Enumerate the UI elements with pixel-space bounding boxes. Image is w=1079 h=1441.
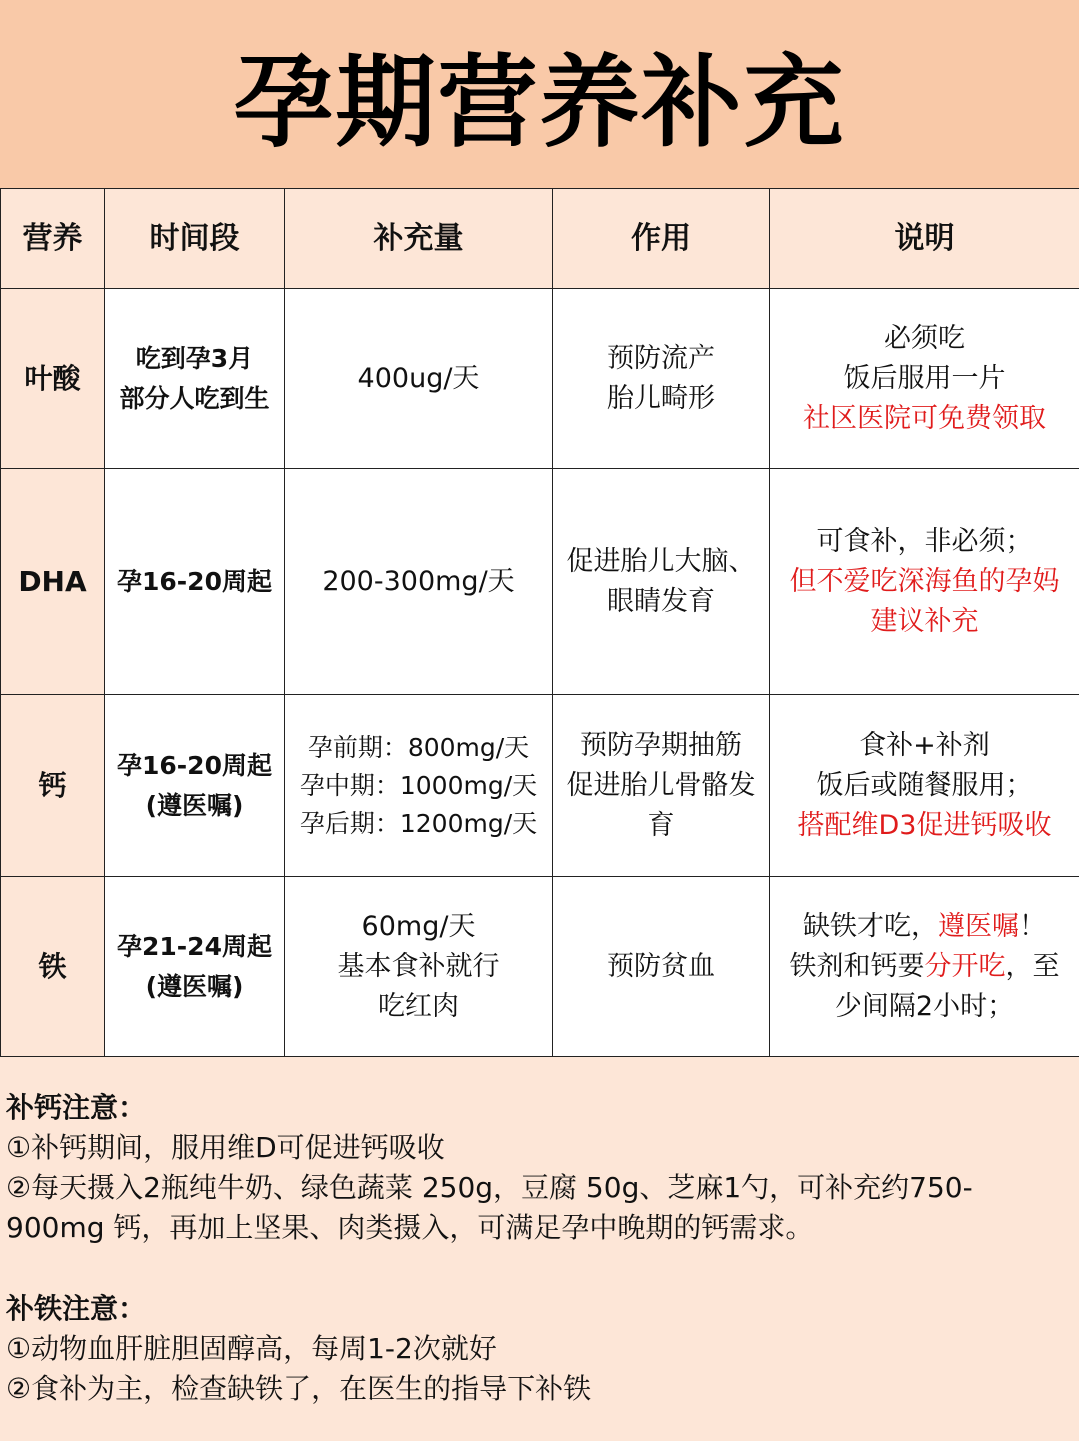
note-line bbox=[774, 562, 1075, 602]
note-text: 饭后或随餐服用； bbox=[816, 769, 1033, 801]
amount-line: 200-300mg/天 bbox=[322, 565, 515, 597]
period-line: 吃到孕3月 bbox=[135, 343, 254, 373]
effect-cell bbox=[553, 469, 770, 695]
nutrient-cell: 铁 bbox=[1, 877, 105, 1057]
amount-line: 400ug/天 bbox=[357, 362, 480, 394]
effect-line: 育 bbox=[647, 809, 675, 841]
note-line bbox=[774, 806, 1075, 846]
note-text: 缺铁才吃， bbox=[803, 910, 938, 942]
nutrient-cell: 钙 bbox=[1, 695, 105, 877]
note-cell bbox=[770, 289, 1079, 469]
note-highlight: 搭配维D3促进钙吸收 bbox=[797, 809, 1052, 841]
period-cell bbox=[105, 469, 285, 695]
effect-cell bbox=[553, 877, 770, 1057]
note-line bbox=[774, 726, 1075, 766]
table-row bbox=[1, 469, 1079, 695]
nutrition-table bbox=[0, 188, 1079, 1057]
table-header-row bbox=[1, 189, 1079, 289]
header-period: 时间段 bbox=[105, 189, 285, 289]
note-line bbox=[774, 399, 1075, 439]
header-nutrient: 营养 bbox=[1, 189, 105, 289]
effect-cell bbox=[553, 289, 770, 469]
amount-line: 吃红肉 bbox=[378, 990, 459, 1022]
note-cell bbox=[770, 877, 1079, 1057]
amount-cell bbox=[285, 877, 553, 1057]
notes-spacer bbox=[6, 1248, 1066, 1289]
note-highlight: 但不爱吃深海鱼的孕妈 bbox=[789, 565, 1060, 597]
period-cell bbox=[105, 695, 285, 877]
nutrient-cell: DHA bbox=[1, 469, 105, 695]
page-title: 孕期营养补充 bbox=[233, 44, 846, 161]
iron-note-item: ②食补为主，检查缺铁了，在医生的指导下补铁 bbox=[6, 1372, 592, 1405]
period-line: 部分人吃到生 bbox=[119, 383, 270, 413]
note-cell bbox=[770, 695, 1079, 877]
note-highlight: 社区医院可免费领取 bbox=[803, 402, 1046, 434]
header-amount: 补充量 bbox=[285, 189, 553, 289]
table-row bbox=[1, 695, 1079, 877]
note-line bbox=[774, 522, 1075, 562]
note-highlight: 分开吃 bbox=[924, 950, 1006, 982]
amount-cell bbox=[285, 289, 553, 469]
note-line bbox=[774, 907, 1075, 947]
effect-line: 预防流产 bbox=[607, 342, 715, 374]
note-text: ，至 bbox=[1005, 950, 1060, 982]
effect-line: 眼睛发育 bbox=[607, 585, 715, 617]
effect-line: 预防孕期抽筋 bbox=[580, 729, 742, 761]
note-line bbox=[774, 602, 1075, 642]
effect-line: 胎儿畸形 bbox=[607, 382, 715, 414]
notes-section bbox=[6, 1088, 1066, 1409]
note-cell bbox=[770, 469, 1079, 695]
amount-cell bbox=[285, 469, 553, 695]
note-line bbox=[774, 319, 1075, 359]
table-row bbox=[1, 877, 1079, 1057]
effect-cell bbox=[553, 695, 770, 877]
note-highlight: 建议补充 bbox=[870, 605, 979, 637]
note-line bbox=[774, 359, 1075, 399]
effect-line: 促进胎儿大脑、 bbox=[566, 545, 756, 577]
amount-line: 孕后期：1200mg/天 bbox=[299, 808, 538, 838]
effect-line: 促进胎儿骨骼发 bbox=[566, 769, 756, 801]
note-text: 铁剂和钙要 bbox=[789, 950, 925, 982]
amount-cell bbox=[285, 695, 553, 877]
amount-line: 基本食补就行 bbox=[337, 950, 500, 982]
iron-notes-heading: 补铁注意： bbox=[6, 1292, 147, 1325]
note-line bbox=[774, 947, 1075, 987]
period-line: 孕16-20周起 bbox=[117, 566, 272, 596]
note-text: ！ bbox=[1019, 910, 1046, 942]
table-row bbox=[1, 289, 1079, 469]
period-line: 孕16-20周起 bbox=[117, 750, 272, 780]
note-line bbox=[774, 987, 1075, 1027]
header-effect: 作用 bbox=[553, 189, 770, 289]
amount-line: 孕中期：1000mg/天 bbox=[299, 770, 538, 800]
note-text: 必须吃 bbox=[884, 322, 965, 354]
calcium-note-item: 900mg 钙，再加上坚果、肉类摄入，可满足孕中晚期的钙需求。 bbox=[6, 1211, 814, 1244]
period-cell bbox=[105, 289, 285, 469]
title-banner bbox=[0, 0, 1079, 188]
effect-line: 预防贫血 bbox=[607, 950, 715, 982]
calcium-notes-heading: 补钙注意： bbox=[6, 1091, 147, 1124]
amount-line: 孕前期：800mg/天 bbox=[307, 732, 530, 762]
note-text: 少间隔2小时； bbox=[834, 990, 1015, 1022]
header-note: 说明 bbox=[770, 189, 1079, 289]
note-line bbox=[774, 766, 1075, 806]
amount-line: 60mg/天 bbox=[361, 910, 476, 942]
period-cell bbox=[105, 877, 285, 1057]
note-text: 食补+补剂 bbox=[859, 729, 990, 761]
note-text: 可食补，非必须； bbox=[816, 525, 1033, 557]
period-line: (遵医嘱) bbox=[145, 971, 244, 1001]
note-highlight: 遵医嘱 bbox=[938, 910, 1019, 942]
note-text: 饭后服用一片 bbox=[843, 362, 1006, 394]
nutrient-cell: 叶酸 bbox=[1, 289, 105, 469]
calcium-note-item: ②每天摄入2瓶纯牛奶、绿色蔬菜 250g，豆腐 50g、芝麻1勺，可补充约750- bbox=[6, 1171, 973, 1204]
period-line: 孕21-24周起 bbox=[117, 931, 272, 961]
iron-note-item: ①动物血肝脏胆固醇高，每周1-2次就好 bbox=[6, 1332, 497, 1365]
calcium-note-item: ①补钙期间，服用维D可促进钙吸收 bbox=[6, 1131, 445, 1164]
period-line: (遵医嘱) bbox=[145, 790, 244, 820]
